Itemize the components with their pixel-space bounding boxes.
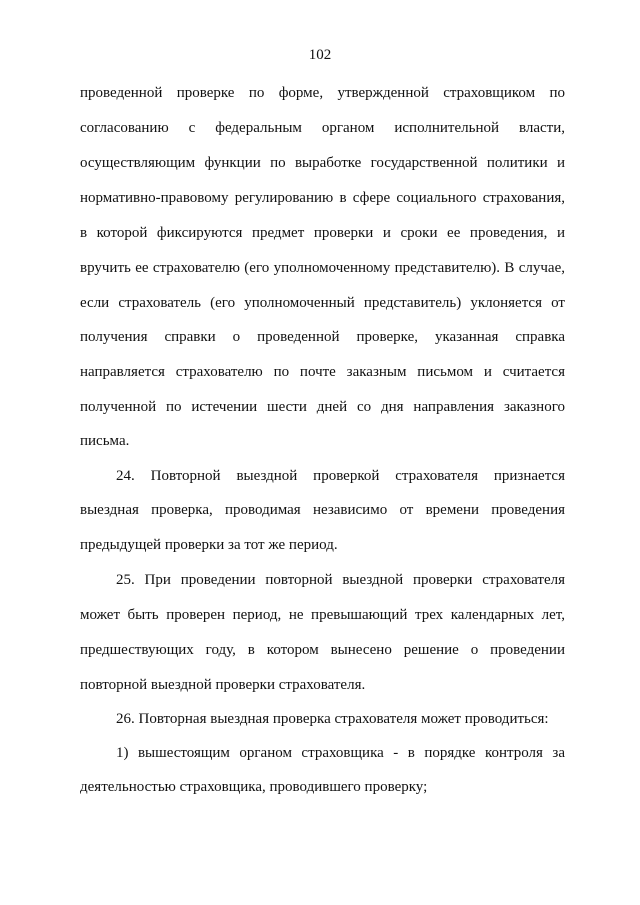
page-number: 102 <box>308 47 332 63</box>
text-line: выездная проверка, проводимая независимо от времени проведения <box>80 502 565 518</box>
text-line: проведенной проверке по форме, утвержденной страховщиком по <box>80 85 565 101</box>
text-line: предыдущей проверки за тот же период. <box>80 537 338 553</box>
text-line: предшествующих году, в котором вынесено решение о проведении <box>80 642 565 658</box>
text-line: повторной выездной проверки страхователя. <box>80 677 366 693</box>
paragraph-26-line: 26. Повторная выездная проверка страхователя может проводиться: <box>116 711 549 727</box>
text-line: может быть проверен период, не превышающий трех календарных лет, <box>80 607 565 623</box>
text-line: направляется страхователю по почте заказным письмом и считается <box>80 364 565 380</box>
text-line: согласованию с федеральным органом исполнительной власти, <box>80 120 565 136</box>
text-line: полученной по истечении шести дней со дня направления заказного <box>80 399 565 415</box>
text-line: получения справки о проведенной проверке, указанная справка <box>80 329 565 345</box>
text-line: осуществляющим функции по выработке государственной политики и <box>80 155 565 171</box>
text-line: в которой фиксируются предмет проверки и сроки ее проведения, и <box>80 225 565 241</box>
list-item-1-line: 1) вышестоящим органом страховщика - в порядке контроля за <box>116 745 565 761</box>
text-line: вручить ее страхователю (его уполномоченному представителю). В случае, <box>80 260 565 276</box>
text-line: нормативно-правовому регулированию в сфере социального страхования, <box>80 190 565 206</box>
text-line: письма. <box>80 433 130 449</box>
text-line: если страхователь (его уполномоченный представитель) уклоняется от <box>80 295 565 311</box>
paragraph-25-line: 25. При проведении повторной выездной проверки страхователя <box>116 572 565 588</box>
text-line: деятельностью страховщика, проводившего проверку; <box>80 779 428 795</box>
paragraph-24-line: 24. Повторной выездной проверкой страхователя признается <box>116 468 565 484</box>
